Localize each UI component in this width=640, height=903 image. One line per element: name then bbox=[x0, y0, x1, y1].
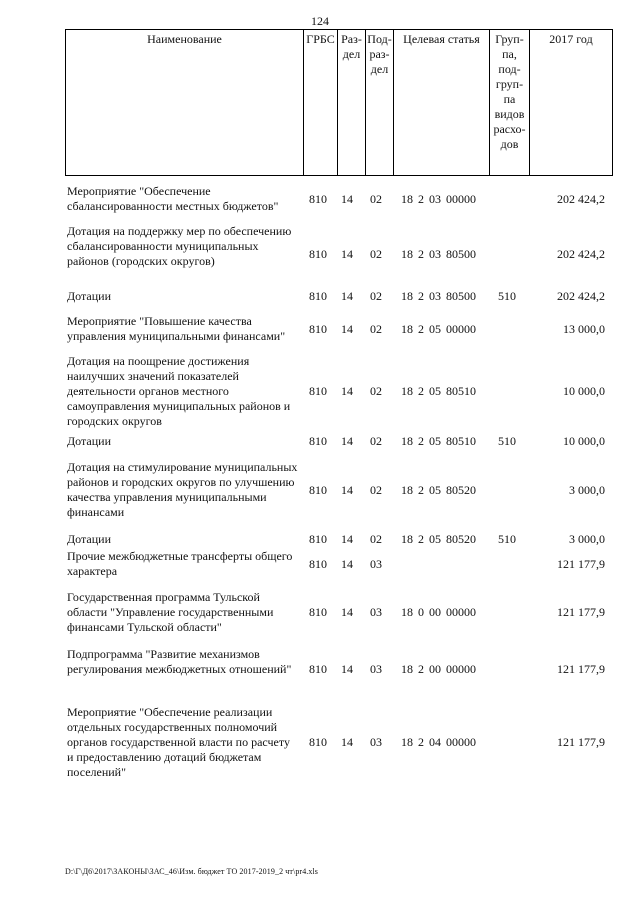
row-name: Дотация на стимулирование муниципальных районов и городских округов по улучшению качества управления муниципальными финансами bbox=[67, 460, 298, 519]
row-target: 18 2 05 00000 bbox=[401, 322, 476, 336]
row-target: 18 2 03 80500 bbox=[401, 247, 476, 261]
row-podrazdel: 03 bbox=[370, 662, 382, 676]
file-path-footer: D:\Г\Д6\2017\ЗАКОНЫ\ЗАС_46\Изм. бюджет ТО 2017-2019_2 чт\pr4.xls bbox=[65, 867, 319, 876]
row-razdel: 14 bbox=[341, 247, 353, 261]
row-razdel: 14 bbox=[341, 434, 353, 448]
row-podrazdel: 03 bbox=[370, 605, 382, 619]
row-target: 18 2 03 00000 bbox=[401, 192, 476, 206]
row-grbs: 810 bbox=[309, 532, 327, 546]
row-podrazdel: 02 bbox=[370, 434, 382, 448]
page-number: 124 bbox=[311, 14, 329, 28]
row-name: Прочие межбюджетные трансферты общего характера bbox=[67, 549, 293, 578]
header-year: 2017 год bbox=[549, 32, 593, 46]
row-target: 18 2 04 00000 bbox=[401, 735, 476, 749]
row-razdel: 14 bbox=[341, 662, 353, 676]
row-grbs: 810 bbox=[309, 322, 327, 336]
row-target: 18 2 05 80510 bbox=[401, 384, 476, 398]
header-name: Наименование bbox=[66, 30, 304, 175]
row-amount: 3 000,0 bbox=[569, 532, 605, 546]
row-grbs: 810 bbox=[309, 247, 327, 261]
row-target: 18 2 05 80520 bbox=[401, 532, 476, 546]
row-amount: 121 177,9 bbox=[557, 662, 605, 676]
row-grbs: 810 bbox=[309, 662, 327, 676]
row-amount: 121 177,9 bbox=[557, 735, 605, 749]
row-razdel: 14 bbox=[341, 384, 353, 398]
header-razdel: Раз- дел bbox=[338, 30, 366, 175]
row-name: Мероприятие "Обеспечение реализации отдельных государственных полномочий органов государственной власти по расчету и предоставлению дотаций бюджетам поселений" bbox=[67, 705, 290, 779]
row-name: Подпрограмма "Развитие механизмов регулирования межбюджетных отношений" bbox=[67, 647, 292, 676]
row-razdel: 14 bbox=[341, 192, 353, 206]
row-amount: 202 424,2 bbox=[557, 289, 605, 303]
row-target: 18 0 00 00000 bbox=[401, 605, 476, 619]
row-amount: 121 177,9 bbox=[557, 605, 605, 619]
row-grbs: 810 bbox=[309, 192, 327, 206]
header-target-article: Целевая статья bbox=[394, 30, 490, 175]
row-name: Мероприятие "Повышение качества управления муниципальными финансами" bbox=[67, 314, 286, 343]
header-grbs: ГРБС bbox=[304, 30, 338, 175]
row-razdel: 14 bbox=[341, 557, 353, 571]
row-name: Дотации bbox=[67, 434, 112, 448]
row-grbs: 810 bbox=[309, 483, 327, 497]
row-grbs: 810 bbox=[309, 557, 327, 571]
row-amount: 10 000,0 bbox=[563, 434, 605, 448]
row-name: Государственная программа Тульской области "Управление государственными финансами Тульской области" bbox=[67, 590, 274, 634]
row-target: 18 2 03 80500 bbox=[401, 289, 476, 303]
row-grbs: 810 bbox=[309, 735, 327, 749]
row-group: 510 bbox=[498, 434, 516, 448]
table-header bbox=[65, 29, 613, 176]
row-razdel: 14 bbox=[341, 605, 353, 619]
row-amount: 10 000,0 bbox=[563, 384, 605, 398]
row-name: Дотация на поощрение достижения наилучших значений показателей деятельности органов местного самоуправления муниципальных районов и городских округов bbox=[67, 354, 291, 428]
row-amount: 121 177,9 bbox=[557, 557, 605, 571]
row-podrazdel: 03 bbox=[370, 735, 382, 749]
row-podrazdel: 02 bbox=[370, 483, 382, 497]
row-target: 18 2 05 80510 bbox=[401, 434, 476, 448]
row-podrazdel: 02 bbox=[370, 289, 382, 303]
row-amount: 202 424,2 bbox=[557, 247, 605, 261]
row-podrazdel: 02 bbox=[370, 532, 382, 546]
row-amount: 13 000,0 bbox=[563, 322, 605, 336]
row-podrazdel: 02 bbox=[370, 247, 382, 261]
row-razdel: 14 bbox=[341, 532, 353, 546]
row-podrazdel: 02 bbox=[370, 192, 382, 206]
row-amount: 202 424,2 bbox=[557, 192, 605, 206]
row-razdel: 14 bbox=[341, 735, 353, 749]
row-group: 510 bbox=[498, 532, 516, 546]
row-podrazdel: 03 bbox=[370, 557, 382, 571]
row-name: Дотации bbox=[67, 532, 112, 546]
row-razdel: 14 bbox=[341, 322, 353, 336]
row-target: 18 2 00 00000 bbox=[401, 662, 476, 676]
row-razdel: 14 bbox=[341, 289, 353, 303]
row-amount: 3 000,0 bbox=[569, 483, 605, 497]
header-podrazdel: Под- раз- дел bbox=[366, 30, 394, 175]
row-name: Дотации bbox=[67, 289, 112, 303]
row-name: Дотация на поддержку мер по обеспечению сбалансированности муниципальных районов (городских округов) bbox=[67, 224, 292, 268]
row-grbs: 810 bbox=[309, 605, 327, 619]
row-grbs: 810 bbox=[309, 384, 327, 398]
row-podrazdel: 02 bbox=[370, 384, 382, 398]
row-target: 18 2 05 80520 bbox=[401, 483, 476, 497]
row-group: 510 bbox=[498, 289, 516, 303]
row-razdel: 14 bbox=[341, 483, 353, 497]
header-expense-group: Груп- па, под- груп- па видов расхо- дов bbox=[490, 30, 530, 175]
row-grbs: 810 bbox=[309, 434, 327, 448]
row-grbs: 810 bbox=[309, 289, 327, 303]
row-podrazdel: 02 bbox=[370, 322, 382, 336]
row-name: Мероприятие "Обеспечение сбалансированности местных бюджетов" bbox=[67, 184, 279, 213]
